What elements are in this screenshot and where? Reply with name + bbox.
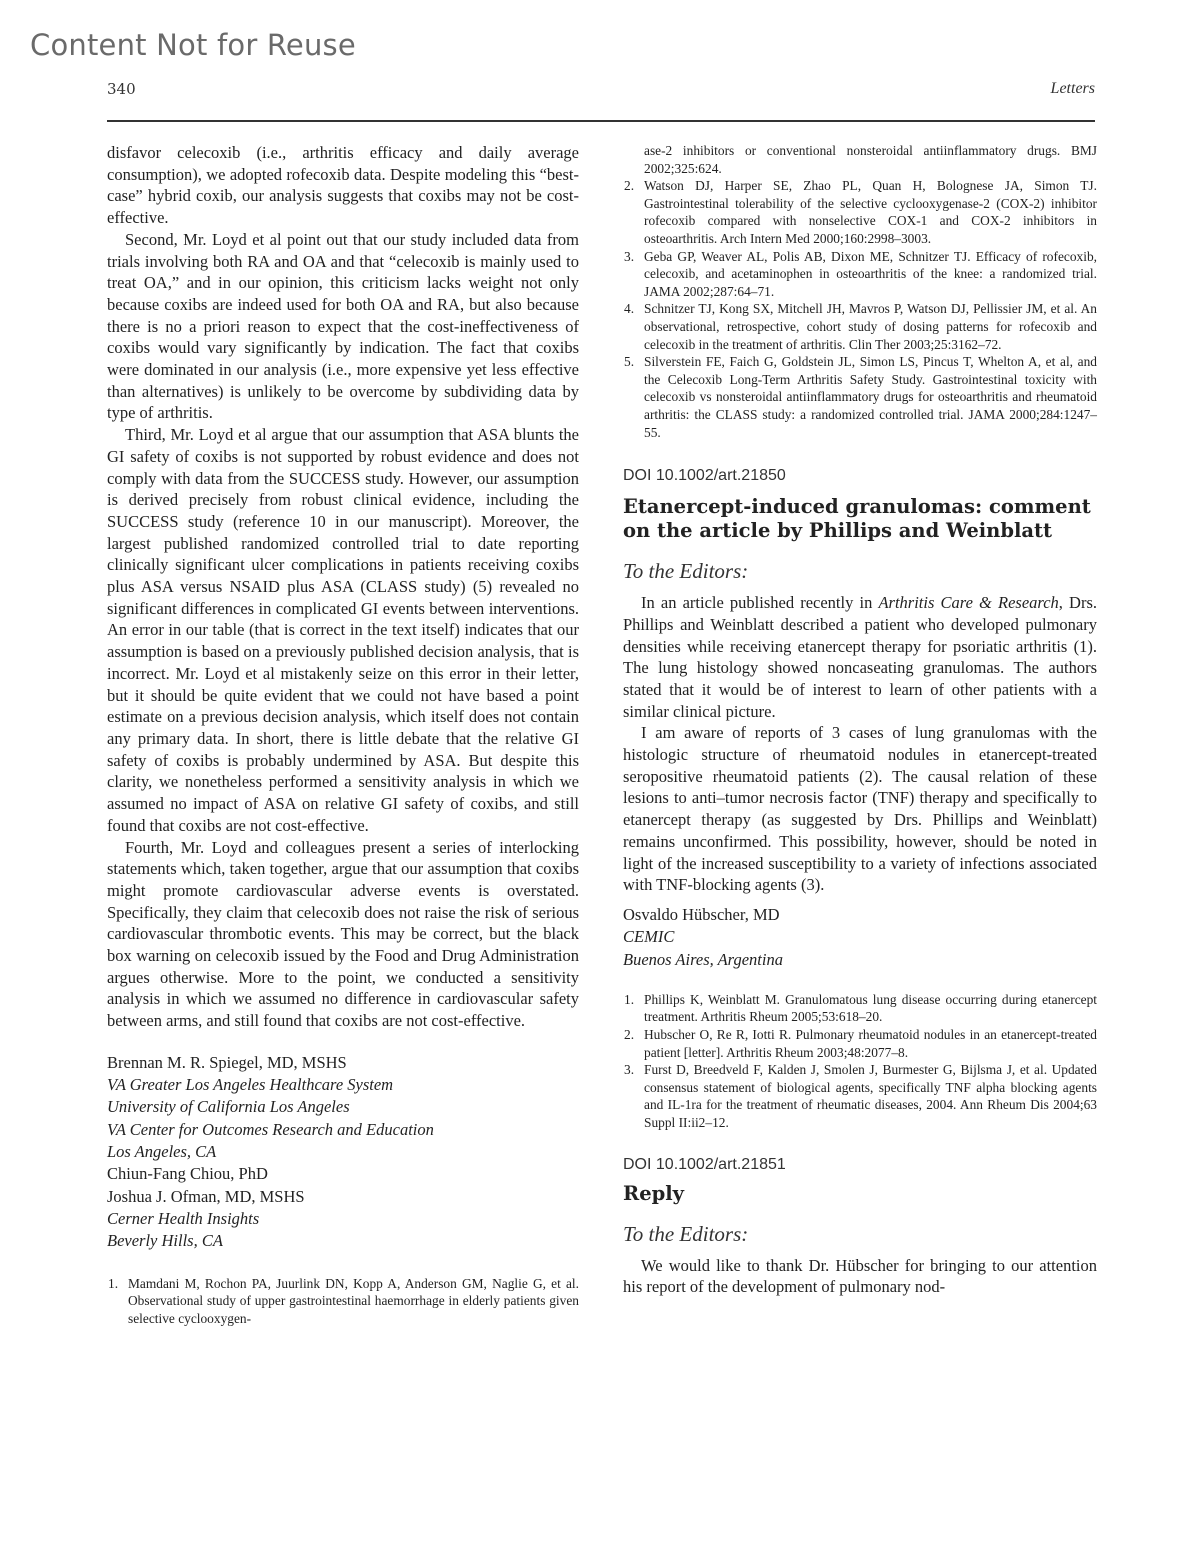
reference-item	[623, 1026, 1097, 1061]
paragraph-text: , Drs. Phillips and Weinblatt described a patient who developed pulmonary densities while receiving etanercept therapy for psoriatic arthritis (1). The lung histology showed noncaseating granulomas. The authors stated that it would be of interest to learn of other patients with a similar clinical picture.	[623, 593, 1097, 721]
reference-item	[623, 991, 1097, 1026]
reference-item	[107, 1275, 579, 1328]
reference-text: Hubscher O, Re R, Iotti R. Pulmonary rheumatoid nodules in an etanercept-treated patient [letter]. Arthritis Rheum 2003;48:2077–8.	[644, 1027, 1097, 1060]
paragraph: Third, Mr. Loyd et al argue that our assumption that ASA blunts the GI safety of coxibs is not supported by robust evidence and does not comply with data from the SUCCESS study. However, our assumption is derived precisely from robust clinical evidence, including the SUCCESS study (reference 10 in our manuscript). Moreover, the largest published randomized controlled trial to date reporting clinically significant ulcer complications in patients receiving coxibs plus ASA versus NSAID plus ASA (CLASS study) (5) revealed no significant differences in complicated GI events between interventions. An error in our table (that is correct in the text itself) indicates that our assumption is based on a previously published decision analysis, that is incorrect. Mr. Loyd et al mistakenly seize on this error in their letter, but it should be quite evident that we could not have based a point estimate on a previous decision analysis, which itself does not contain any primary data. In short, there is little debate that the relative GI safety of coxibs is probably undermined by ASA. But despite this clarity, we nonetheless performed a sensitivity analysis in which we assumed no impact of ASA on relative GI safety of coxibs, and still found that coxibs are not cost-effective.	[107, 425, 579, 835]
watermark: Content Not for Reuse	[30, 28, 356, 62]
affiliation: University of California Los Angeles	[107, 1097, 350, 1117]
signature-block	[107, 1052, 579, 1253]
reference-text: Mamdani M, Rochon PA, Juurlink DN, Kopp A, Anderson GM, Naglie G, et al. Observational study of upper gastrointestinal haemorrhage in elderly patients given selective cyclooxygen-	[128, 1275, 579, 1326]
salutation: To the Editors:	[623, 1221, 749, 1246]
reference-number: 2.	[624, 178, 635, 194]
affiliation: VA Center for Outcomes Research and Education	[107, 1119, 434, 1139]
article-title: Etanercept-induced granulomas: comment on the article by Phillips and Weinblatt	[623, 495, 1091, 543]
paragraph: Fourth, Mr. Loyd and colleagues present a series of interlocking statements which, taken together, argue that our assumption that coxibs might promote cardiovascular adverse events is overstated. Specifically, they claim that celecoxib does not raise the risk of serious cardiovascular thrombotic events. This may be correct, but the black box warning on celecoxib issued by the Food and Drug Administration argues otherwise. More to the point, we conducted a sensitivity analysis in which we assumed no difference in cardiovascular safety between arms, and still found that coxibs are not cost-effective.	[107, 837, 579, 1031]
reference-text: Furst D, Breedveld F, Kalden J, Smolen J, Burmester G, Bijlsma J, et al. Updated consensus statement of biological agents, specifically TNF alpha blocking agents and IL-1ra for the treatment of rheumatic diseases, 2004. Ann Rheum Dis 2004;63 Suppl II:ii2–12.	[644, 1062, 1097, 1130]
affiliation: Cerner Health Insights	[107, 1208, 260, 1228]
paragraph: We would like to thank Dr. Hübscher for bringing to our attention his report of the development of pulmonary nod-	[623, 1255, 1097, 1297]
reference-text: ase-2 inhibitors or conventional nonsteroidal antiinflammatory drugs. BMJ 2002;325:624.	[644, 143, 1097, 176]
doi-label: DOI 10.1002/art.21851	[623, 1155, 786, 1173]
paragraph	[623, 592, 1097, 722]
paragraph-text: In an article published recently in	[641, 593, 879, 613]
right-column	[623, 142, 1097, 1298]
reference-list	[107, 1275, 579, 1328]
header-rule	[107, 120, 1095, 122]
reference-item	[623, 142, 1097, 177]
reference-number: 3.	[624, 1062, 635, 1078]
reference-item	[623, 248, 1097, 301]
reference-text: Silverstein FE, Faich G, Goldstein JL, Simon LS, Pincus T, Whelton A, et al, and the Celecoxib Long-Term Arthritis Safety Study. Gastrointestinal toxicity with celecoxib vs nonsteroidal antiinflammatory drugs for osteoarthritis and rheumatoid arthritis: the CLASS study: a randomized controlled trial. JAMA 2000;284:1247–55.	[644, 354, 1097, 440]
author-name: Chiun-Fang Chiou, PhD	[107, 1164, 268, 1184]
journal-name: Arthritis Care & Research	[878, 593, 1059, 613]
paragraph: disfavor celecoxib (i.e., arthritis efficacy and daily average consumption), we adopted rofecoxib data. Despite modeling this “best-case” hybrid coxib, our analysis suggests that coxibs may not be cost-effective.	[107, 143, 579, 228]
reference-item	[623, 353, 1097, 441]
reference-number: 3.	[624, 248, 635, 264]
signature-block	[623, 904, 1097, 971]
paragraph: I am aware of reports of 3 cases of lung granulomas with the histologic structure of rheumatoid nodules in etanercept-treated seropositive rheumatoid patients (2). The causal relation of these lesions to anti–tumor necrosis factor (TNF) therapy and specifically to etanercept therapy (as suggested by Drs. Phillips and Weinblatt) remains unconfirmed. This possibility, however, should be noted in light of the increased susceptibility to a variety of infections associated with TNF-blocking agents (3).	[623, 723, 1097, 895]
reference-item	[623, 1061, 1097, 1131]
reference-number: 2.	[624, 1027, 635, 1043]
salutation: To the Editors:	[623, 559, 749, 584]
author-name: Joshua J. Ofman, MD, MSHS	[107, 1186, 305, 1206]
reference-text: Schnitzer TJ, Kong SX, Mitchell JH, Mavros P, Watson DJ, Pellissier JM, et al. An observational, retrospective, cohort study of dosing patterns for rofecoxib and celecoxib in the treatment of arthritis. Clin Ther 2003;25:3162–72.	[644, 301, 1097, 352]
doi-label: DOI 10.1002/art.21850	[623, 467, 786, 485]
reference-item	[623, 177, 1097, 247]
author-name: Brennan M. R. Spiegel, MD, MSHS	[107, 1052, 347, 1072]
reference-list	[623, 142, 1097, 441]
reference-number: 5.	[624, 354, 635, 370]
page-number: 340	[107, 80, 136, 98]
reference-number: 1.	[624, 991, 635, 1007]
author-name: Osvaldo Hübscher, MD	[623, 904, 780, 924]
reference-number: 1.	[108, 1275, 119, 1291]
reference-number: 4.	[624, 301, 635, 317]
affiliation: VA Greater Los Angeles Healthcare System	[107, 1075, 394, 1095]
paragraph: Second, Mr. Loyd et al point out that our study included data from trials involving both RA and OA and that “celecoxib is mainly used to treat OA,” and in our opinion, this criticism lacks weight not only because coxibs are indeed used for both OA and RA, but also because there is no a priori reason to expect that the cost-ineffectiveness of coxibs would vary significantly by indication. The fact that coxibs were dominated in our analysis (i.e., more expensive yet less effective than alternatives) is unlikely to be overcome by subdividing data by type of arthritis.	[107, 229, 579, 423]
section-label: Letters	[1050, 80, 1095, 97]
left-column	[107, 142, 579, 1327]
reference-text: Watson DJ, Harper SE, Zhao PL, Quan H, Bolognese JA, Simon TJ. Gastrointestinal tolerability of the selective cyclooxygenase-2 (COX-2) inhibitor rofecoxib compared with nonselective COX-1 and COX-2 inhibitors in osteoarthritis. Arch Intern Med 2000;160:2998–3003.	[644, 178, 1097, 246]
article-title: Reply	[623, 1181, 684, 1205]
reference-text: Geba GP, Weaver AL, Polis AB, Dixon ME, Schnitzer TJ. Efficacy of rofecoxib, celecoxib, and acetaminophen in osteoarthritis of the knee: a randomized trial. JAMA 2002;287:64–71.	[644, 248, 1097, 299]
reference-text: Phillips K, Weinblatt M. Granulomatous lung disease occurring during etanercept treatment. Arthritis Rheum 2005;53:618–20.	[644, 991, 1097, 1025]
location: Beverly Hills, CA	[107, 1231, 223, 1251]
location: Buenos Aires, Argentina	[623, 949, 783, 969]
reference-list	[623, 991, 1097, 1132]
location: Los Angeles, CA	[107, 1142, 217, 1162]
affiliation: CEMIC	[623, 927, 675, 947]
reference-item	[623, 300, 1097, 353]
